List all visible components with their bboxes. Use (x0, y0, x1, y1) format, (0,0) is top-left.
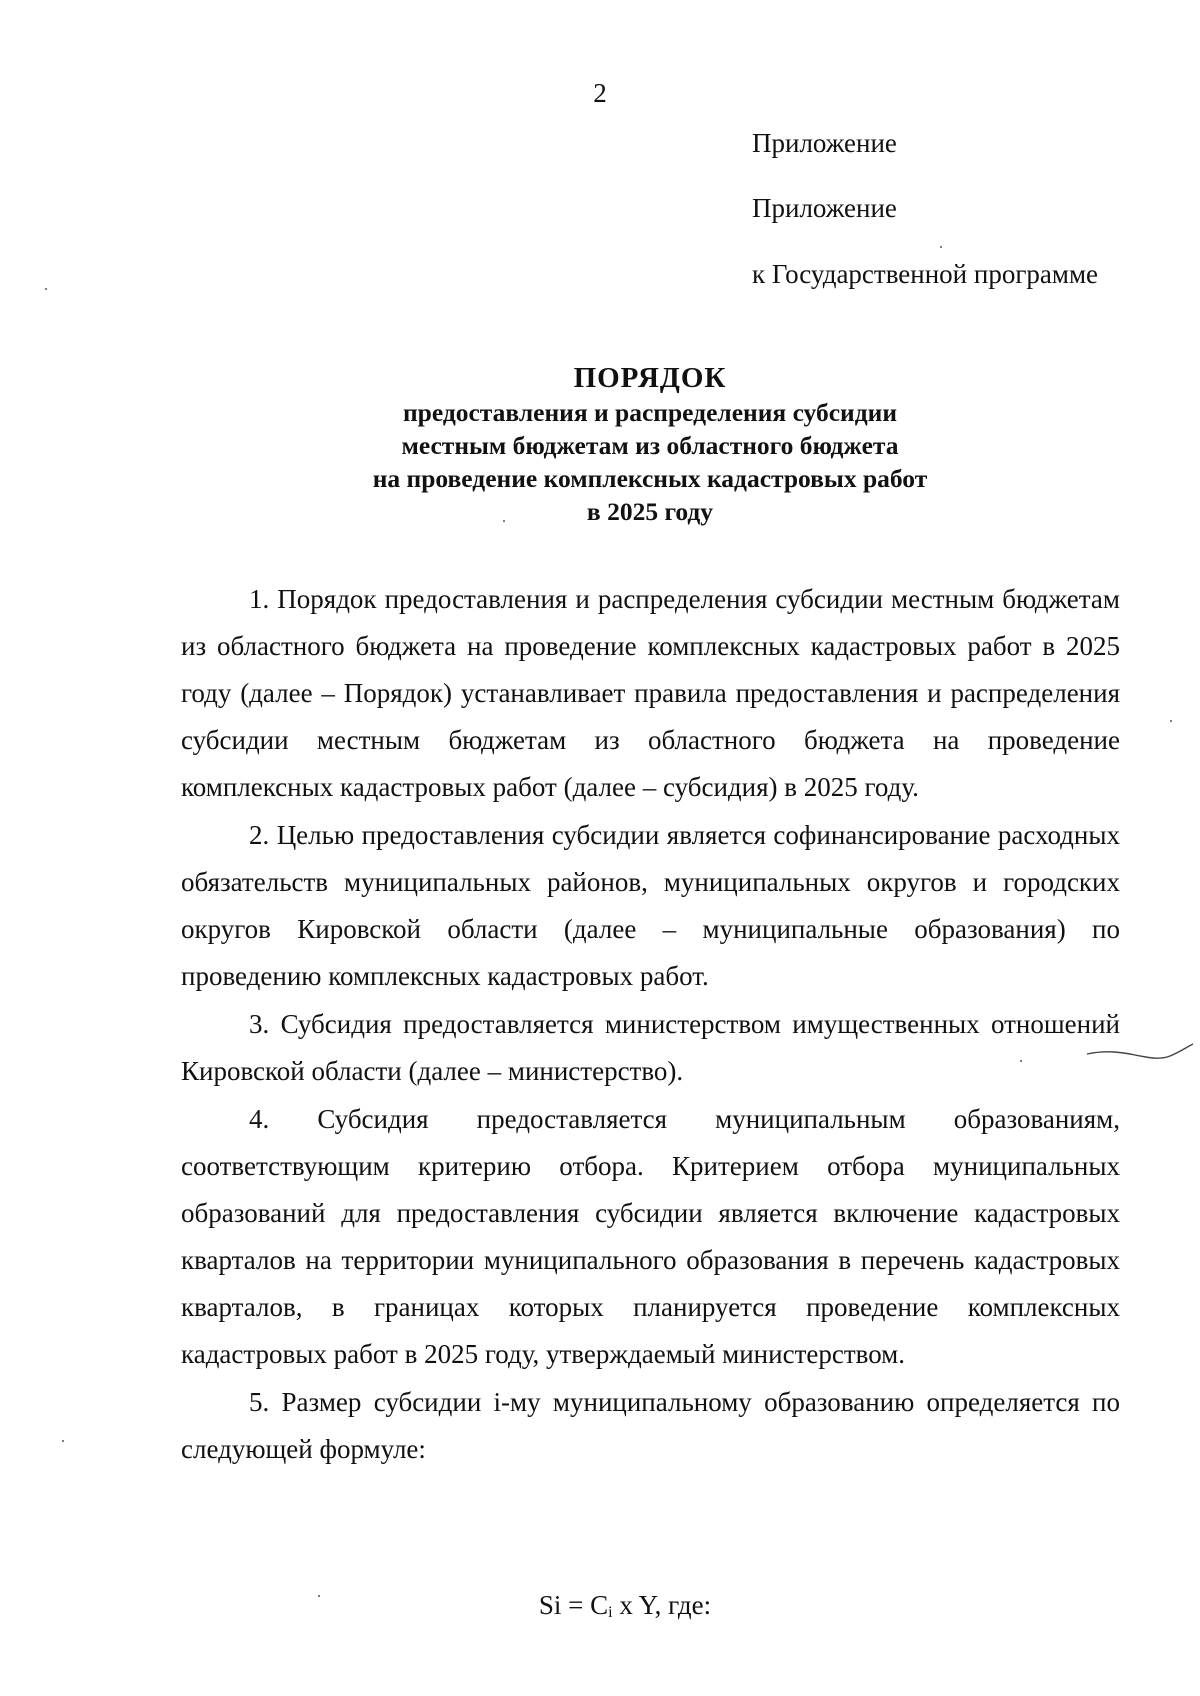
scan-speck (940, 246, 942, 248)
paragraph-4: 4. Субсидия предоставляется муниципальным образованиям, соответствующим критерию отбора. Критерием отбора муниципальных образований для предоставления субсидии является включение кадастровых кварталов на территории муниципального образования в перечень кадастровых кварталов, в границах которых планируется проведение комплексных кадастровых работ в 2025 году, утверждаемый министерством. (181, 1104, 1120, 1369)
formula-subscript: i (608, 1604, 613, 1621)
paragraph-2: 2. Целью предоставления субсидии является софинансирование расходных обязательств муниципальных районов, муниципальных округов и городских округов Кировской области (далее – муниципальные образования) по проведению комплексных кадастровых работ. (181, 820, 1120, 991)
paragraph-5: 5. Размер субсидии i-му муниципальному образованию определяется по следующей формуле: (181, 1387, 1120, 1464)
document-title (0, 360, 1200, 528)
pen-mark (1085, 1040, 1195, 1070)
paragraph-3: 3. Субсидия предоставляется министерством имущественных отношений Кировской области (далее – министерство). (181, 1009, 1120, 1086)
formula-rhs: x Y, где: (612, 1590, 712, 1620)
scan-speck (1020, 1060, 1022, 1062)
title-line-2: местным бюджетам из областного бюджета (401, 431, 899, 460)
annex-label: Приложение (752, 128, 897, 158)
annex-program-reference: к Государственной программе (752, 259, 1099, 289)
paragraph-1: 1. Порядок предоставления и распределения субсидии местным бюджетам из областного бюджета на проведение комплексных кадастровых работ в 2025 году (далее – Порядок) устанавливает правила предоставления и распределения субсидии местным бюджетам из областного бюджета на проведение комплексных кадастровых работ (далее – субсидия) в 2025 году. (181, 584, 1120, 802)
scan-speck (1170, 720, 1172, 722)
subsidy-formula (0, 1590, 1200, 1622)
title-line-4: в 2025 году (586, 497, 714, 526)
formula-lhs: Si = C (538, 1590, 609, 1620)
page-number: 2 (593, 78, 607, 108)
scan-speck (503, 520, 505, 522)
document-body (181, 576, 1120, 1474)
scan-speck (45, 288, 47, 290)
scan-speck (62, 1440, 64, 1442)
title-line-3: на проведение комплексных кадастровых работ (372, 464, 928, 493)
scan-speck (318, 1595, 320, 1597)
title-line-1: предоставления и распределения субсидии (402, 398, 898, 427)
title-main: ПОРЯДОК (573, 362, 727, 394)
annex-label-secondary: Приложение (752, 193, 897, 223)
